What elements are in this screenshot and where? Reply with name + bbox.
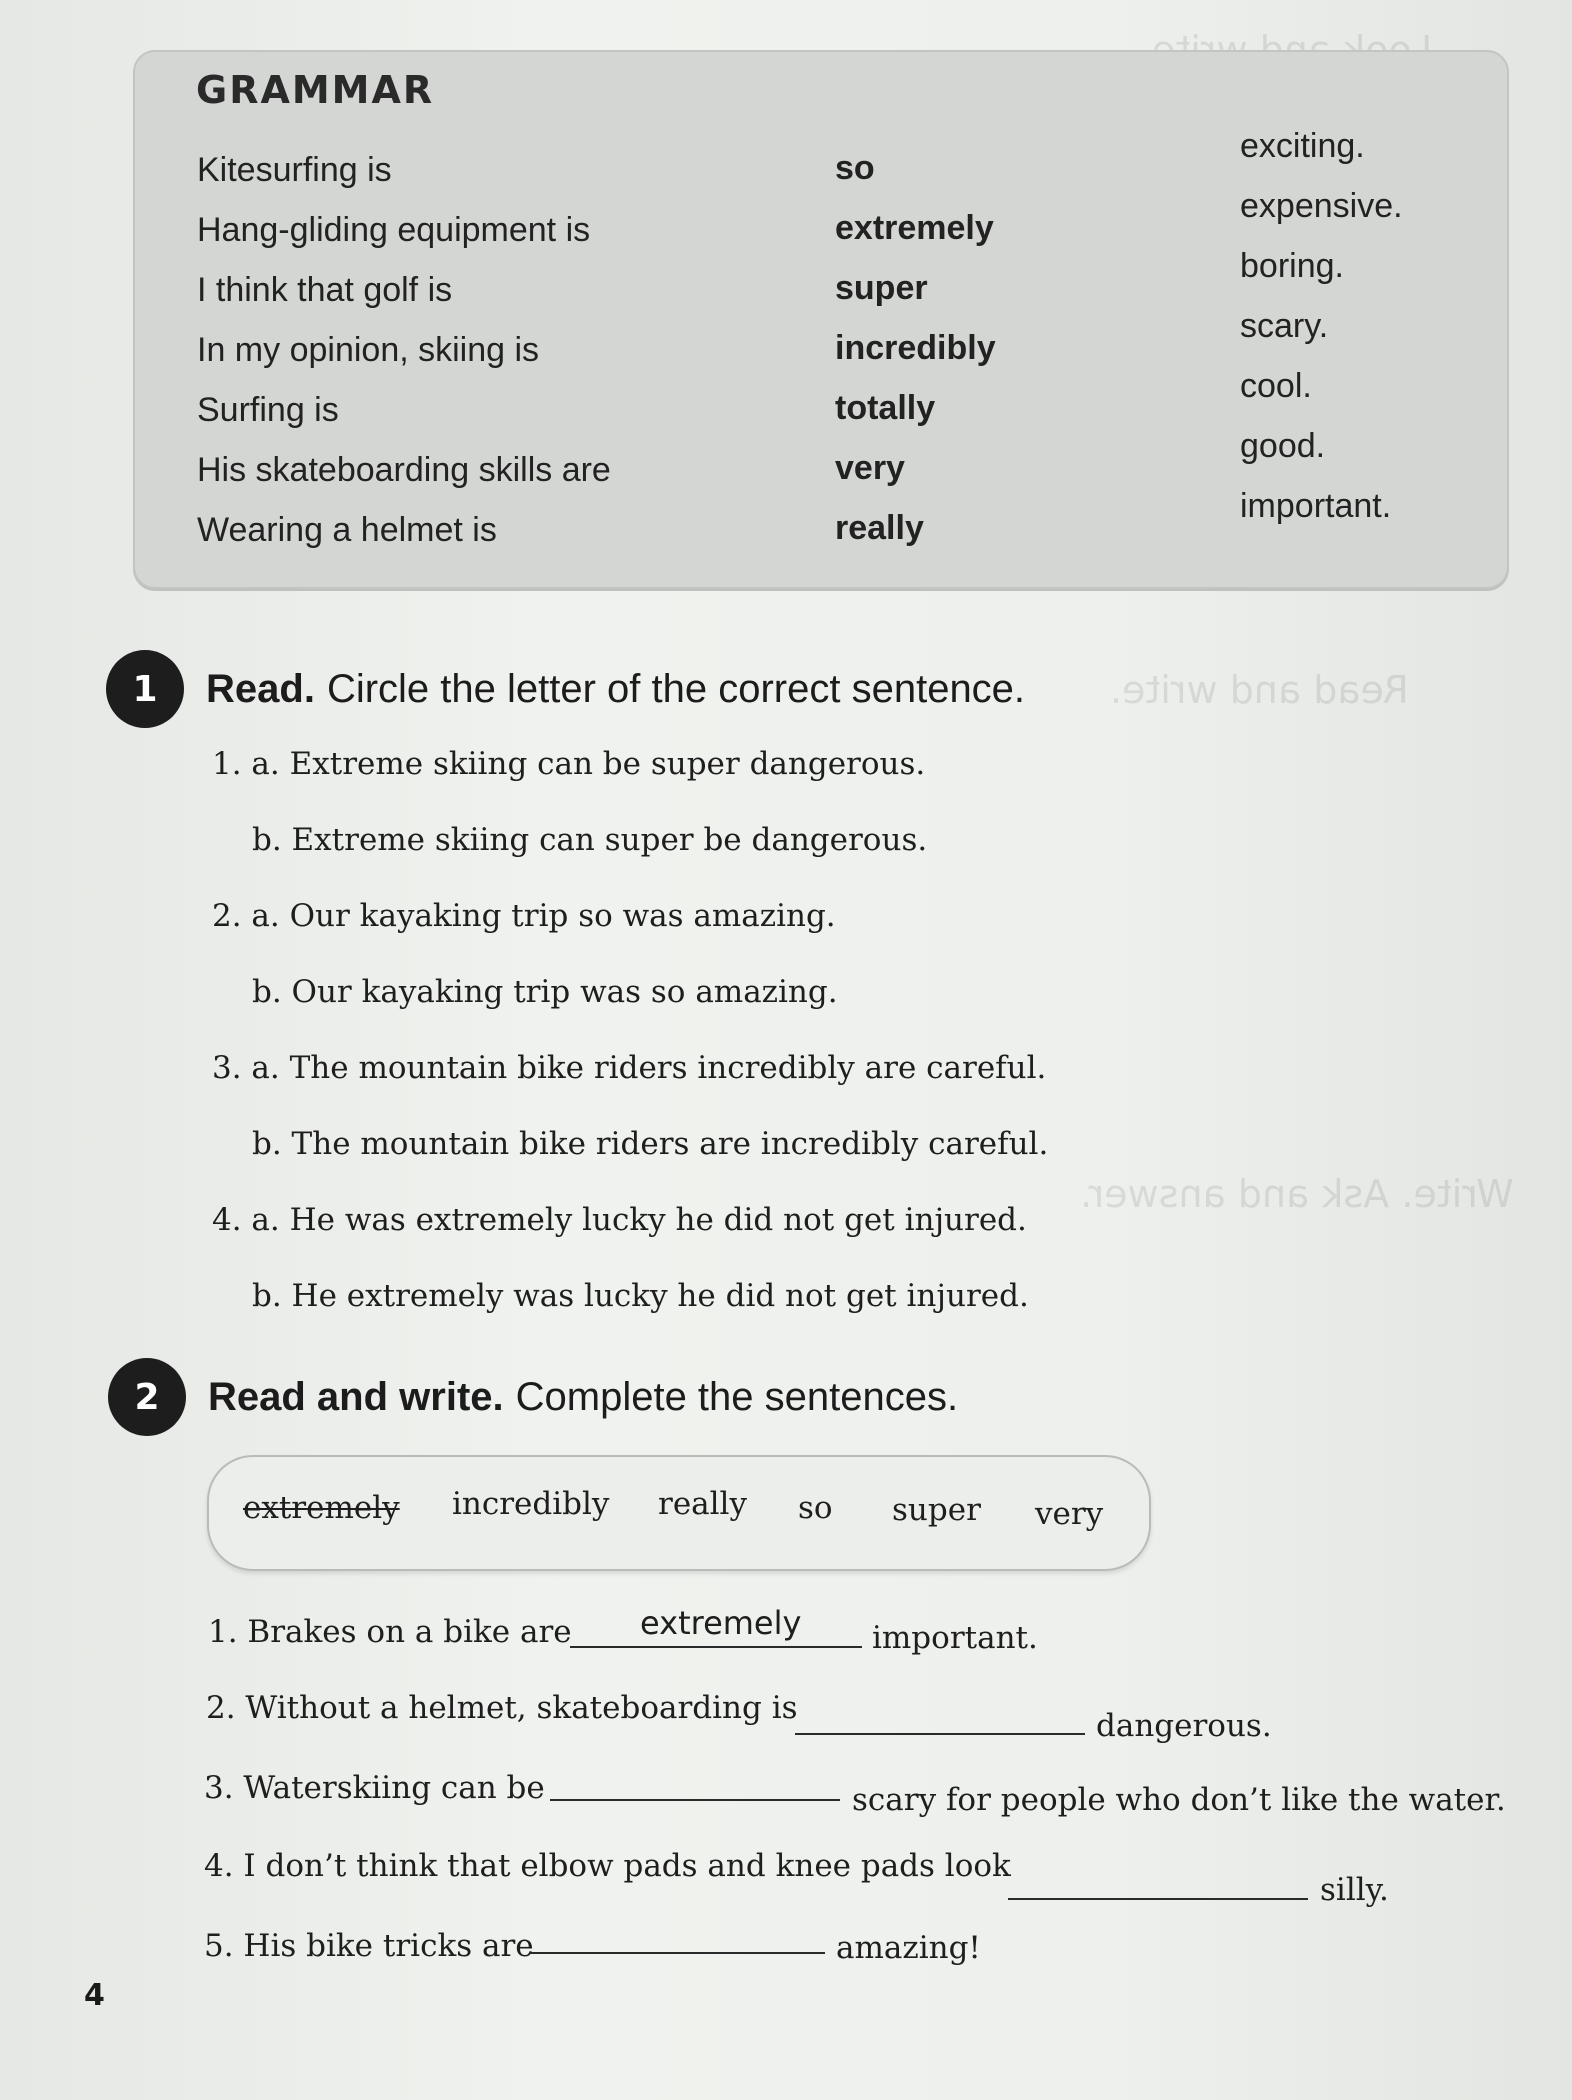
- grammar-adjective: good.: [1240, 427, 1326, 465]
- exercise-1-option[interactable]: 4. a. He was extremely lucky he did not get injured.: [212, 1202, 1027, 1238]
- sentence-1-start: 1. Brakes on a bike are: [208, 1614, 572, 1650]
- word-bank-item: extremely: [243, 1490, 400, 1526]
- grammar-adverbs-column: [835, 138, 996, 558]
- grammar-adjective: cool.: [1240, 367, 1312, 405]
- grammar-adverb: very: [835, 449, 905, 487]
- grammar-title: GRAMMAR: [196, 68, 435, 112]
- exercise-1-instruction-text: Circle the letter of the correct sentence.: [326, 666, 1026, 711]
- sentence-3-start: 3. Waterskiing can be: [204, 1770, 545, 1806]
- exercise-2-instruction-bold: Read and write.: [208, 1374, 504, 1419]
- word-bank-item: super: [892, 1492, 981, 1528]
- grammar-adverb: really: [835, 509, 924, 547]
- exercise-2-instruction-text: Complete the sentences.: [515, 1374, 959, 1419]
- grammar-subject: Surfing is: [197, 391, 339, 429]
- exercise-1-instruction-bold: Read.: [206, 666, 315, 711]
- exercise-1-option[interactable]: 2. a. Our kayaking trip so was amazing.: [212, 898, 836, 934]
- grammar-adjective: boring.: [1240, 247, 1344, 285]
- word-bank-item: really: [658, 1486, 747, 1522]
- word-bank-item: incredibly: [452, 1486, 610, 1522]
- grammar-adjective: important.: [1240, 487, 1392, 525]
- exercise-1-heading: [106, 650, 1025, 728]
- sentence-1-blank[interactable]: [570, 1646, 862, 1648]
- exercise-1-option[interactable]: b. The mountain bike riders are incredibly careful.: [252, 1126, 1049, 1162]
- sentence-5-end: amazing!: [836, 1930, 981, 1966]
- sentence-4-start: 4. I don’t think that elbow pads and knee pads look: [204, 1848, 1011, 1884]
- exercise-number-badge: 1: [106, 650, 184, 728]
- exercise-2-heading: [108, 1358, 958, 1436]
- exercise-1-option[interactable]: b. He extremely was lucky he did not get injured.: [252, 1278, 1029, 1314]
- exercise-1-option[interactable]: 1. a. Extreme skiing can be super dangerous.: [212, 746, 926, 782]
- exercise-1-instruction: [206, 667, 1025, 712]
- grammar-subjects-column: [197, 140, 611, 560]
- sentence-3-blank[interactable]: [550, 1799, 840, 1801]
- grammar-adjective: scary.: [1240, 307, 1329, 345]
- sentence-5-start: 5. His bike tricks are: [204, 1928, 534, 1964]
- grammar-subject: His skateboarding skills are: [197, 451, 611, 489]
- grammar-adverb: totally: [835, 389, 936, 427]
- grammar-adverb: extremely: [835, 209, 994, 247]
- grammar-adverb: super: [835, 269, 928, 307]
- grammar-subject: Hang-gliding equipment is: [197, 211, 591, 249]
- sentence-1-end: important.: [872, 1620, 1038, 1656]
- grammar-subject: I think that golf is: [197, 271, 453, 309]
- grammar-subject: In my opinion, skiing is: [197, 331, 540, 369]
- grammar-subject: Wearing a helmet is: [197, 511, 497, 549]
- grammar-adverb: so: [835, 149, 875, 187]
- sentence-4-end: silly.: [1320, 1872, 1389, 1908]
- grammar-adjective: exciting.: [1240, 127, 1365, 165]
- sentence-5-blank[interactable]: [530, 1952, 825, 1954]
- sentence-4-blank[interactable]: [1008, 1898, 1308, 1900]
- sentence-2-end: dangerous.: [1096, 1708, 1272, 1744]
- sentence-3-end: scary for people who don’t like the water.: [852, 1782, 1506, 1818]
- show-through-heading: Write. Ask and answer.: [1080, 1172, 1514, 1216]
- grammar-adverb: incredibly: [835, 329, 996, 367]
- word-bank-item: very: [1035, 1496, 1104, 1532]
- grammar-adjective: expensive.: [1240, 187, 1403, 225]
- exercise-1-option[interactable]: 3. a. The mountain bike riders incredibly are careful.: [212, 1050, 1047, 1086]
- exercise-1-option[interactable]: b. Our kayaking trip was so amazing.: [252, 974, 838, 1010]
- sentence-1-answer: extremely: [640, 1604, 802, 1642]
- exercise-number-badge: 2: [108, 1358, 186, 1436]
- word-bank-item: so: [798, 1490, 833, 1526]
- sentence-2-blank[interactable]: [795, 1733, 1085, 1735]
- exercise-1-option[interactable]: b. Extreme skiing can super be dangerous.: [252, 822, 928, 858]
- grammar-adjectives-column: [1240, 116, 1403, 536]
- exercise-2-instruction: [208, 1375, 958, 1420]
- grammar-subject: Kitesurfing is: [197, 151, 392, 189]
- show-through-heading: Read and write.: [1110, 668, 1409, 712]
- sentence-2-start: 2. Without a helmet, skateboarding is: [206, 1690, 798, 1726]
- page-number: 4: [84, 1978, 105, 2013]
